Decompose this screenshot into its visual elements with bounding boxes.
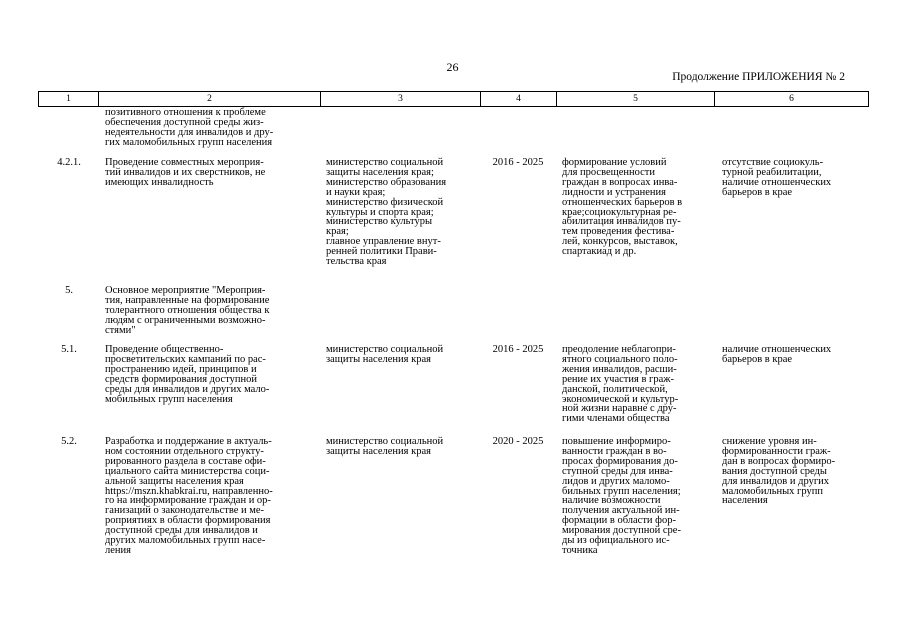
column-header-4: 4 <box>481 92 557 107</box>
column-header-3: 3 <box>321 92 481 107</box>
carryover-activity-text: позитивного отношения к проблеме обеспечения доступной среды жиз- недеятельности для инвалидов и дру- гих маломобильных групп населения <box>105 107 274 148</box>
consequence-text: отсутствие социокуль- турной реабилитации, наличие отношенческих барьеров в крае <box>722 157 832 198</box>
column-header-6: 6 <box>715 92 869 107</box>
activity-text: Проведение совместных мероприя- тий инвалидов и их сверстников, не имеющих инвалидность <box>105 157 266 188</box>
row-number: 5.2. <box>61 436 77 447</box>
period-text: 2016 - 2025 <box>492 157 544 168</box>
result-text: формирование условий для просвещенности граждан в вопросах инва- лидности и устранения отношенческих барьеров в крае;социокультурная ре- абилитация инвалидов пу- тем проведения фестива- лей, конкурсов, выставок, спартакиад и др. <box>562 157 683 258</box>
executor-text: министерство социальной защиты населения края <box>326 436 444 457</box>
row-number: 5.1. <box>61 344 77 355</box>
continuation-header: Продолжение ПРИЛОЖЕНИЯ № 2 <box>672 71 845 83</box>
period-text: 2020 - 2025 <box>492 436 544 447</box>
activity-text: Разработка и поддержание в актуаль- ном состоянии отдельного структу- рированного раздела в составе офи- циального сайта министерства соци- альной защиты населения края https://mszn.khabkrai.ru, направленно- го на информирование граждан и ор- ганизаций о законодательстве и ме- роприятиях в области формирования доступной среды для инвалидов и других маломобильных групп насе- ления <box>105 436 273 556</box>
activity-text: Основное мероприятие "Мероприя- тия, направленные на формирование толерантного отношения общества к людям с ограниченными возможно- стями" <box>105 285 270 336</box>
row-number: 4.2.1. <box>57 157 81 168</box>
executor-text: министерство социальной защиты населения края <box>326 344 444 365</box>
row-number: 5. <box>65 285 73 296</box>
column-header-1: 1 <box>39 92 99 107</box>
column-header-2: 2 <box>99 92 321 107</box>
period-text: 2016 - 2025 <box>492 344 544 355</box>
result-text: преодоление неблагопри- ятного социального поло- жения инвалидов, расши- рение их участия в граж- данской, политической, экономической и культур- ной жизни наравне с дру- гими членами общества <box>562 344 679 425</box>
result-text: повышение информиро- ванности граждан в во- просах формирования до- ступной среды для инва- лидов и других маломо- бильных групп населения; наличие возможности получения актуальной ин- формации в области фор- мирования доступной сре- ды из официального ис- точника <box>562 436 681 556</box>
column-number-header <box>38 91 869 107</box>
page-number: 26 <box>446 60 459 74</box>
executor-text: министерство социальной защиты населения края; министерство образования и науки края; министерство физической культуры и спорта края; министерство культуры края; главное управление внут- ренней политики Прави- тельства края <box>326 157 447 268</box>
consequence-text: наличие отношенческих барьеров в крае <box>722 344 832 365</box>
consequence-text: снижение уровня ин- формированности граж- дан в вопросах формиро- вания доступной среды для инвалидов и других маломобильных групп населения <box>722 436 836 507</box>
column-header-5: 5 <box>557 92 715 107</box>
activity-text: Проведение общественно- просветительских кампаний по рас- пространению идей, принципов и средств формирования доступной среды для инвалидов и других мало- мобильных групп населения <box>105 344 270 405</box>
